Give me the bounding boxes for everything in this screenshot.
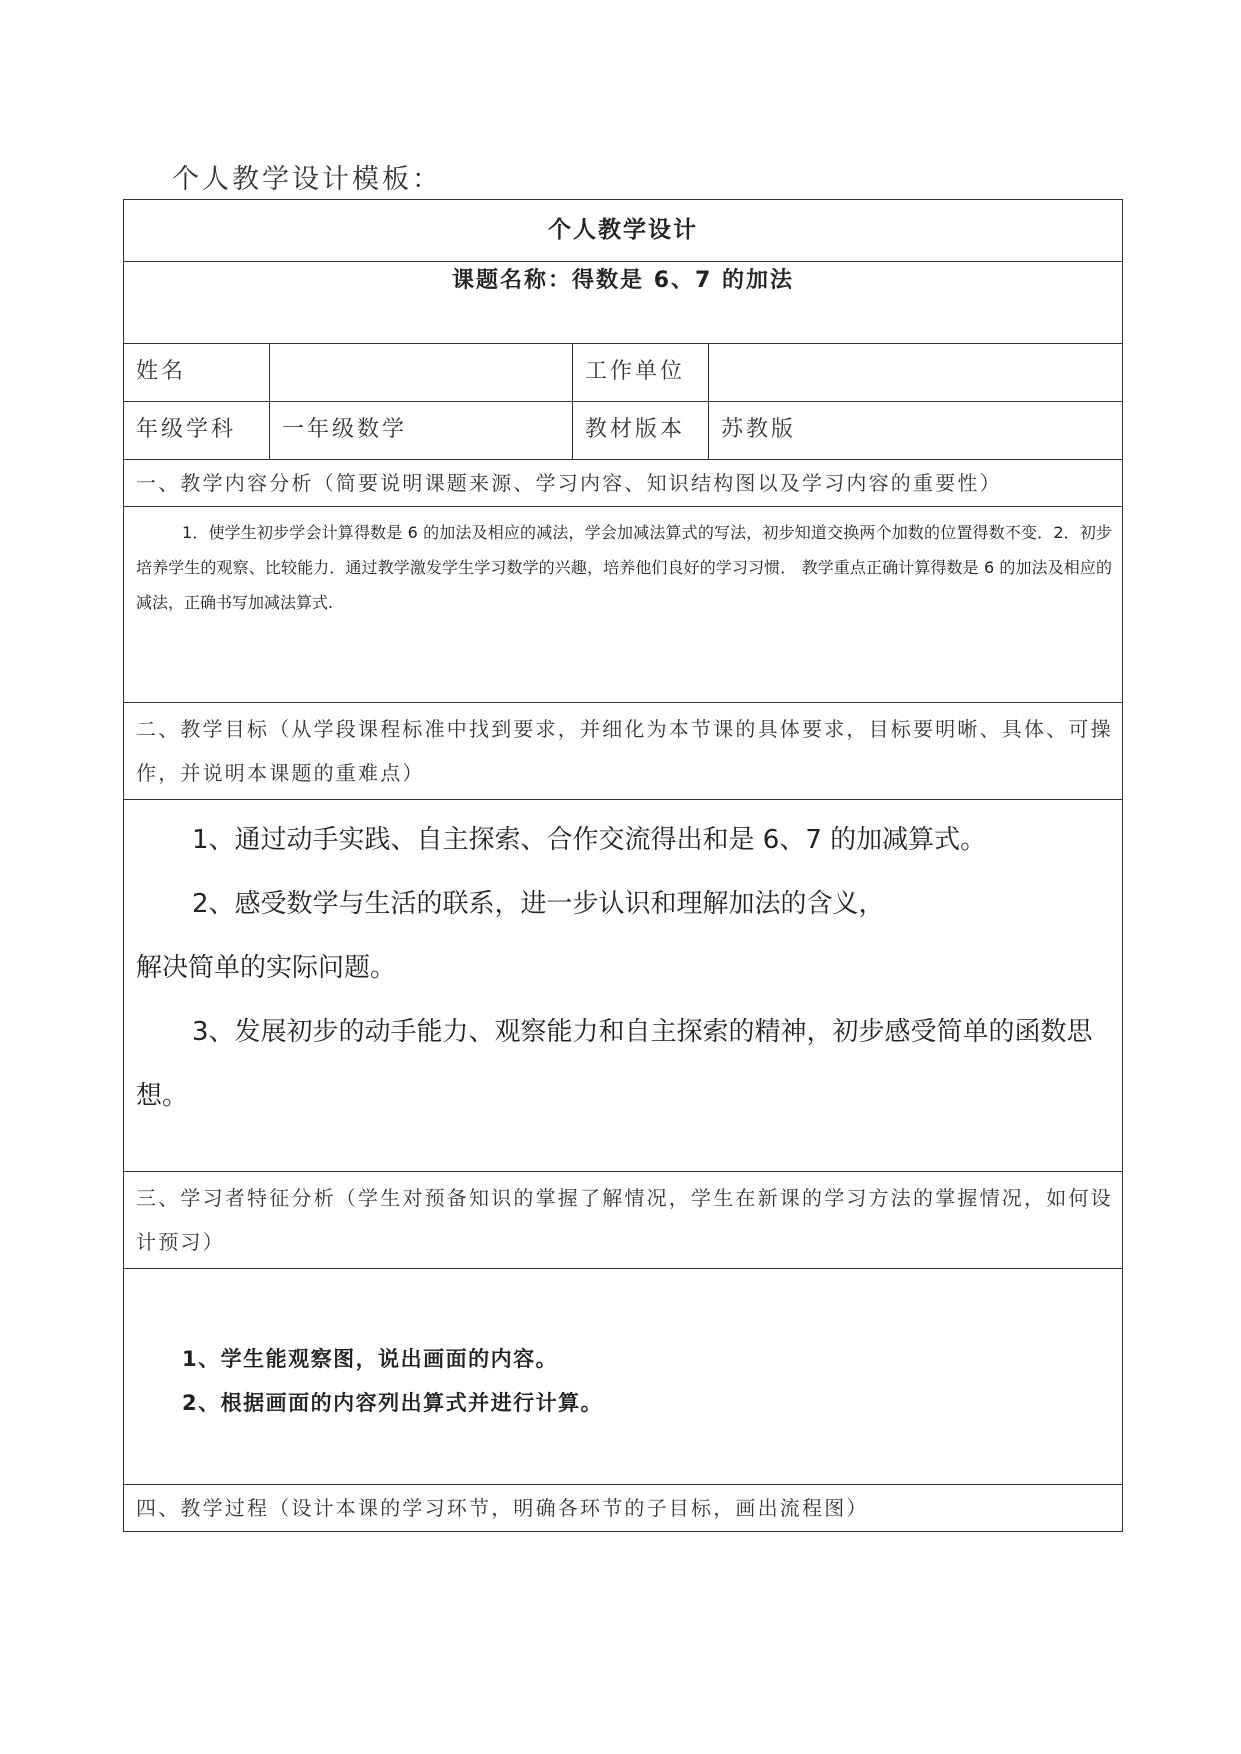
name-field[interactable] [270, 344, 573, 402]
section3-heading: 三、学习者特征分析（学生对预备知识的掌握了解情况，学生在新课的学习方法的掌握情况，如何设计预习） [124, 1172, 1123, 1269]
learner-item-1: 1、学生能观察图，说出画面的内容。 [182, 1347, 559, 1371]
table-title: 个人教学设计 [124, 200, 1123, 262]
grade-label: 年级学科 [124, 402, 270, 460]
goal-3: 3、发展初步的动手能力、观察能力和自主探索的精神，初步感受简单的函数思想。 [136, 1017, 1093, 1111]
section1-content: 1．使学生初步学会计算得数是 6 的加法及相应的减法，学会加减法算式的写法，初步知道交换两个加数的位置得数不变．2．初步培养学生的观察、比较能力．通过教学激发学生学习数学的兴趣，培养他们良好的学习习惯． 教学重点正确计算得数是 6 的加法及相应的减法，正确书写加减法算式. [136, 523, 1112, 612]
section1-content-cell [124, 507, 1123, 703]
table-row [124, 344, 1123, 402]
unit-label: 工作单位 [573, 344, 709, 402]
learner-item-2: 2、根据画面的内容列出算式并进行计算。 [182, 1391, 604, 1415]
edition-field[interactable]: 苏教版 [709, 402, 1123, 460]
unit-field[interactable] [709, 344, 1123, 402]
goal-2-line2: 解决简单的实际问题。 [136, 953, 397, 983]
section2-heading: 二、教学目标（从学段课程标准中找到要求，并细化为本节课的具体要求，目标要明晰、具体、可操作，并说明本课题的重难点） [124, 703, 1123, 800]
grade-field[interactable]: 一年级数学 [270, 402, 573, 460]
section3-content-cell [124, 1269, 1123, 1485]
name-label: 姓名 [124, 344, 270, 402]
topic-title: 课题名称：得数是 6、7 的加法 [124, 262, 1123, 344]
section2-content-cell [124, 800, 1123, 1172]
goal-1: 1、通过动手实践、自主探索、合作交流得出和是 6、7 的加减算式。 [192, 825, 987, 855]
teaching-design-table [123, 199, 1123, 1532]
goal-2-line1: 2、感受数学与生活的联系，进一步认识和理解加法的含义， [192, 889, 885, 919]
section4-heading: 四、教学过程（设计本课的学习环节，明确各环节的子目标，画出流程图） [124, 1485, 1123, 1532]
page-heading: 个人教学设计模板： [172, 164, 442, 195]
section1-heading: 一、教学内容分析（简要说明课题来源、学习内容、知识结构图以及学习内容的重要性） [124, 460, 1123, 507]
edition-label: 教材版本 [573, 402, 709, 460]
table-row [124, 402, 1123, 460]
